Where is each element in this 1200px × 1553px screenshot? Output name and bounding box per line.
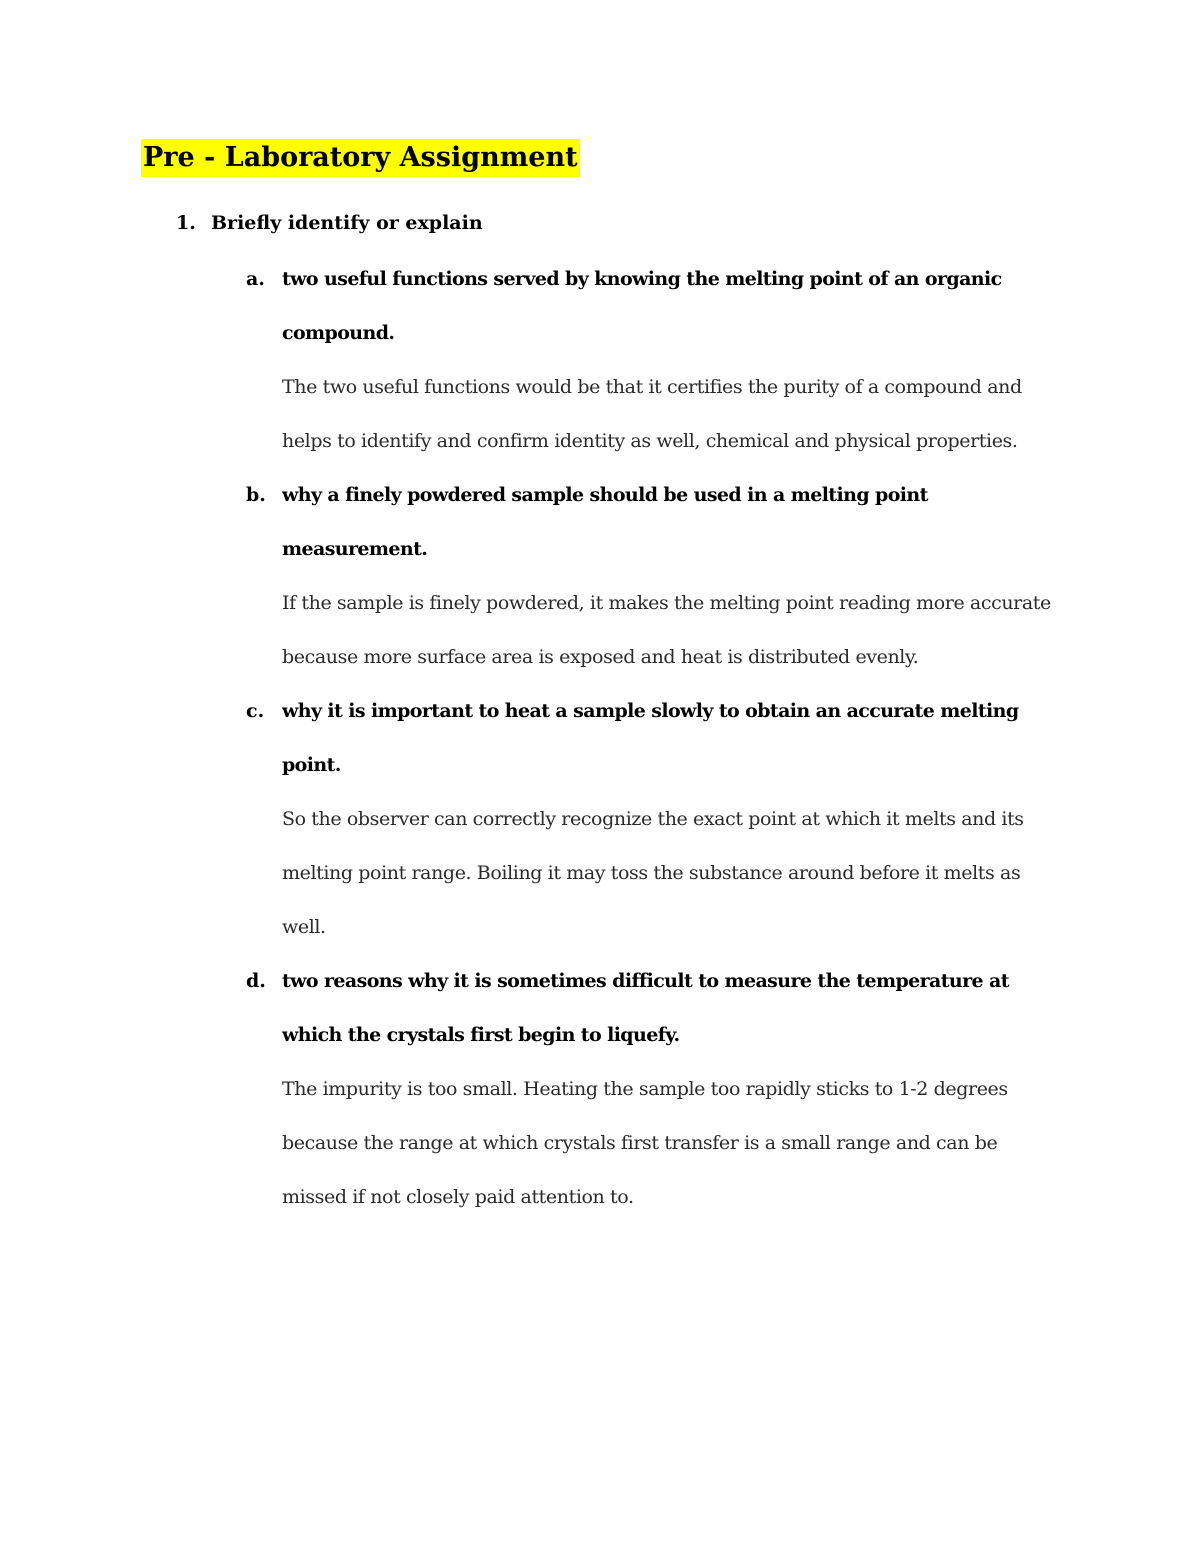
item-a-prompt-line: two useful functions served by knowing the melting point of an organic [282, 268, 1002, 290]
item-c-answer-line: melting point range. Boiling it may toss the substance around before it melts as [282, 862, 1021, 884]
item-a-answer-line: The two useful functions would be that it certifies the purity of a compound and [282, 376, 1022, 398]
item-a-prompt-line: compound. [282, 322, 395, 344]
item-b-answer-line: If the sample is finely powdered, it makes the melting point reading more accurate [282, 592, 1051, 614]
item-a-letter: a. [246, 268, 265, 290]
item-b-letter: b. [246, 484, 266, 506]
item-c-prompt-line: point. [282, 754, 341, 776]
item-b-answer-line: because more surface area is exposed and heat is distributed evenly. [282, 646, 919, 668]
item-c-answer-line: well. [282, 916, 326, 938]
item-c-letter: c. [246, 700, 265, 722]
item-d-letter: d. [246, 970, 266, 992]
item-d-prompt-line: two reasons why it is sometimes difficult to measure the temperature at [282, 970, 1009, 992]
item-b-prompt-line: why a finely powdered sample should be used in a melting point [282, 484, 928, 506]
item-d-answer-line: missed if not closely paid attention to. [282, 1186, 634, 1208]
item-b-prompt-line: measurement. [282, 538, 428, 560]
question-text: Briefly identify or explain [211, 212, 483, 234]
item-c-prompt-line: why it is important to heat a sample slowly to obtain an accurate melting [282, 700, 1019, 722]
item-d-answer-line: The impurity is too small. Heating the sample too rapidly sticks to 1-2 degrees [282, 1078, 1008, 1100]
question-1 [176, 208, 483, 238]
item-d-prompt-line: which the crystals first begin to liquefy. [282, 1024, 680, 1046]
item-c-answer-line: So the observer can correctly recognize the exact point at which it melts and its [282, 808, 1024, 830]
item-d-answer-line: because the range at which crystals first transfer is a small range and can be [282, 1132, 998, 1154]
page-title: Pre - Laboratory Assignment [141, 139, 580, 177]
question-number: 1. [176, 212, 196, 234]
item-a-answer-line: helps to identify and confirm identity as well, chemical and physical properties. [282, 430, 1018, 452]
